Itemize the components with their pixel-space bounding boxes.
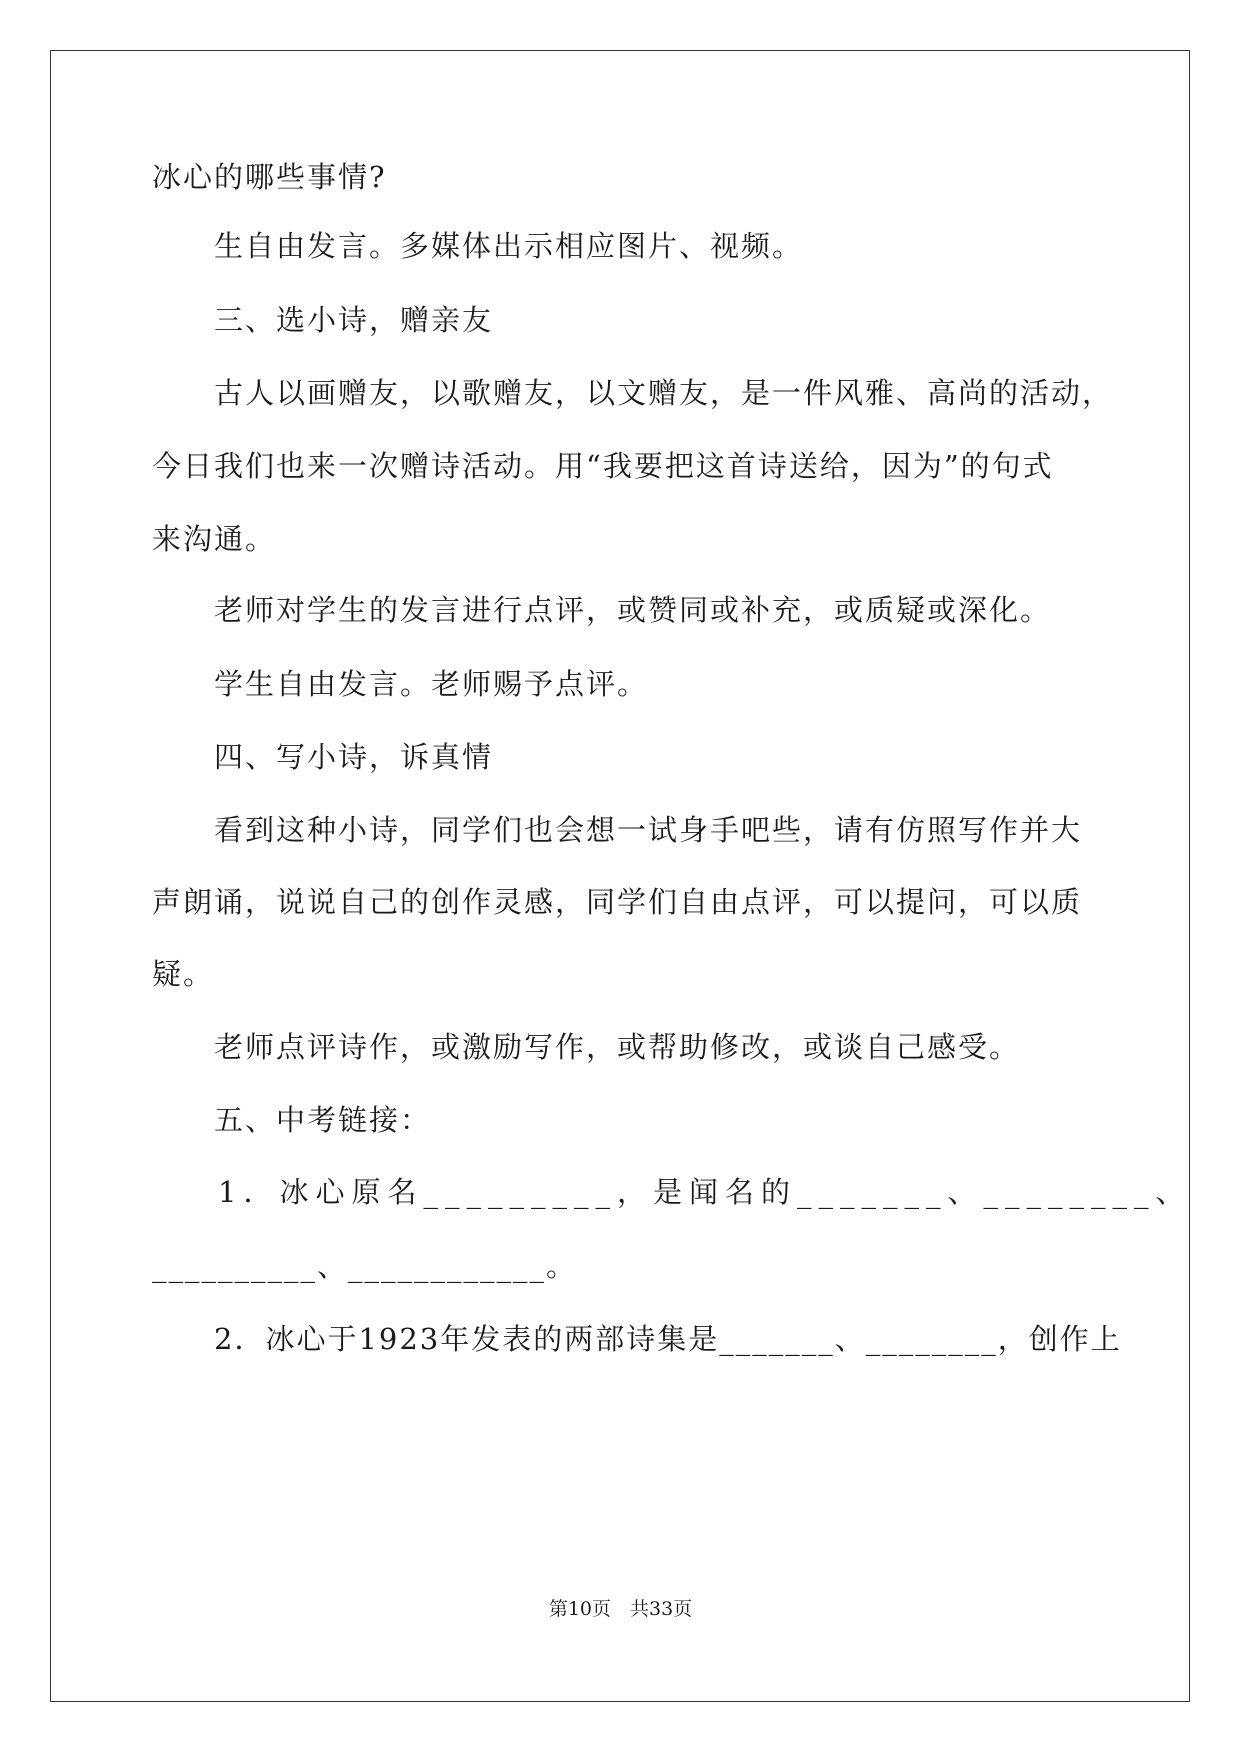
section-heading: 四、写小诗，诉真情 xyxy=(214,740,494,774)
text-line: 学生自由发言。老师赐予点评。 xyxy=(214,667,649,701)
question-line: __________、____________。 xyxy=(152,1249,578,1283)
text-line: 声朗诵，说说自己的创作灵感，同学们自由点评，可以提问，可以质 xyxy=(152,885,1083,919)
text-line: 今日我们也来一次赠诗活动。用“我要把这首诗送给，因为”的句式 xyxy=(152,449,1054,483)
page-number-footer: 第10页 共33页 xyxy=(548,1598,693,1620)
question-line: 2．冰心于1923年发表的两部诗集是_______、________，创作上 xyxy=(214,1322,1122,1356)
page-border xyxy=(50,50,1190,1702)
text-line: 疑。 xyxy=(152,957,215,991)
section-heading: 五、中考链接： xyxy=(214,1103,432,1137)
text-line: 冰心的哪些事情? xyxy=(152,160,387,194)
question-line: 1．冰心原名_________，是闻名的_______、________、 xyxy=(218,1175,1192,1209)
text-line: 古人以画赠友，以歌赠友，以文赠友，是一件风雅、高尚的活动， xyxy=(214,376,1114,410)
section-heading: 三、选小诗，赠亲友 xyxy=(214,303,494,337)
text-line: 来沟通。 xyxy=(152,522,277,556)
text-line: 生自由发言。多媒体出示相应图片、视频。 xyxy=(214,229,804,263)
text-line: 看到这种小诗，同学们也会想一试身手吧些，请有仿照写作并大 xyxy=(214,813,1083,847)
text-line: 老师对学生的发言进行点评，或赞同或补充，或质疑或深化。 xyxy=(214,593,1052,627)
text-line: 老师点评诗作，或激励写作，或帮助修改，或谈自己感受。 xyxy=(214,1030,1021,1064)
